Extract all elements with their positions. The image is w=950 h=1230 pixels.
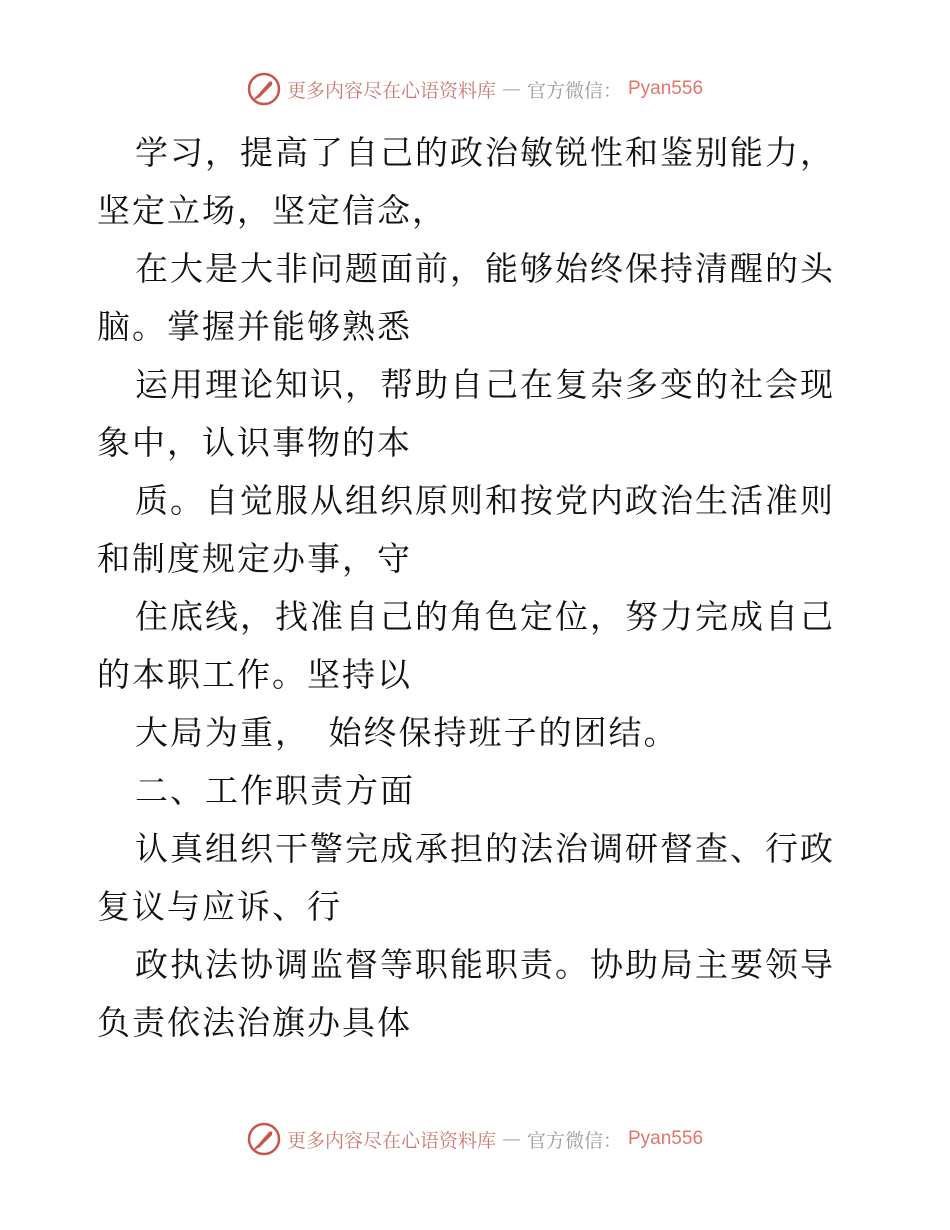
watermark-separator: — bbox=[501, 78, 521, 100]
header-watermark bbox=[0, 72, 950, 106]
quill-pen-logo-icon bbox=[247, 1122, 281, 1156]
paragraph: 质。自觉服从组织原则和按党内政治生活准则和制度规定办事，守 bbox=[97, 481, 835, 578]
paragraph: 学习，提高了自己的政治敏锐性和鉴别能力，坚定立场，坚定信念， bbox=[97, 133, 835, 230]
paragraph: 住底线，找准自己的角色定位，努力完成自己的本职工作。坚持以 bbox=[97, 597, 835, 694]
paragraph: 政执法协调监督等职能职责。协助局主要领导负责依法治旗办具体 bbox=[97, 945, 835, 1042]
paragraph: 大局为重， 始终保持班子的团结。 bbox=[135, 713, 679, 752]
paragraph: 认真组织干警完成承担的法治调研督查、行政复议与应诉、行 bbox=[97, 829, 835, 926]
quill-pen-logo-icon bbox=[247, 72, 281, 106]
watermark-label: 官方微信： bbox=[526, 1129, 622, 1152]
watermark-account: Pyan556 bbox=[628, 1128, 704, 1149]
document-body bbox=[97, 124, 857, 1052]
section-heading: 二、工作职责方面 bbox=[135, 771, 415, 810]
paragraph: 在大是大非问题面前，能够始终保持清醒的头脑。掌握并能够熟悉 bbox=[97, 249, 835, 346]
watermark-account: Pyan556 bbox=[628, 78, 704, 99]
watermark-label: 官方微信： bbox=[526, 79, 622, 102]
watermark-site-text: 更多内容尽在心语资料库 bbox=[286, 1129, 496, 1152]
watermark-separator: — bbox=[501, 1128, 521, 1150]
footer-watermark bbox=[0, 1122, 950, 1156]
paragraph: 运用理论知识，帮助自己在复杂多变的社会现象中，认识事物的本 bbox=[97, 365, 835, 462]
watermark-site-text: 更多内容尽在心语资料库 bbox=[286, 79, 496, 102]
